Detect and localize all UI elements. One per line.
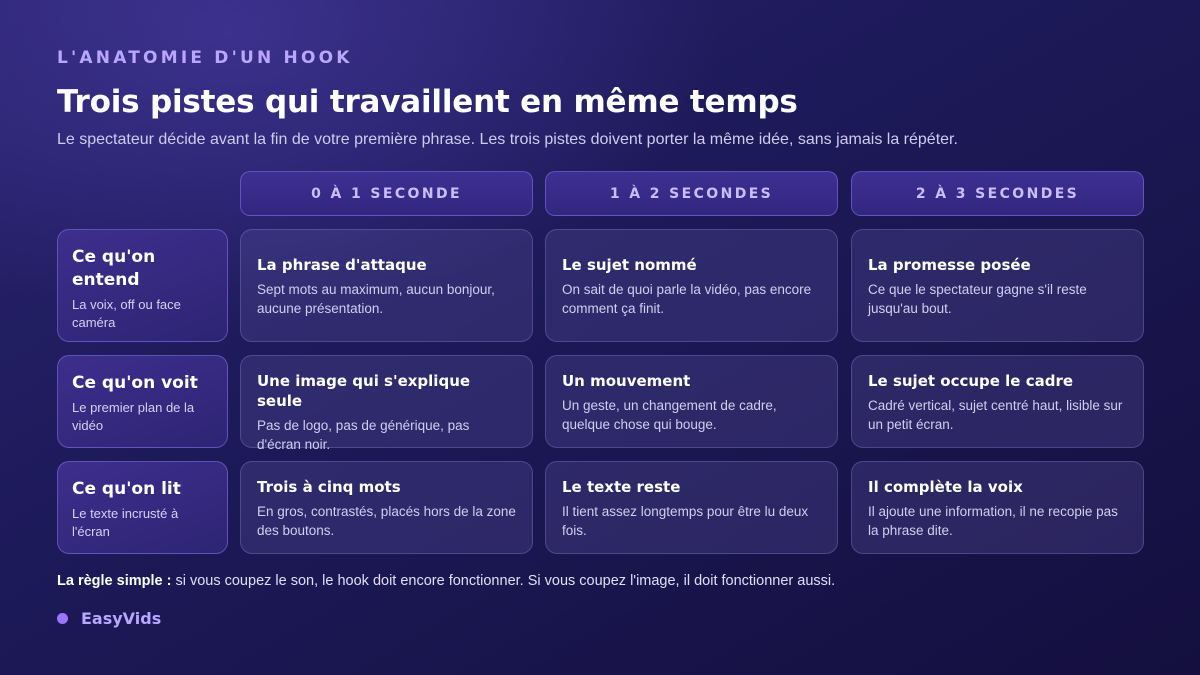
cell-title: Le texte reste	[562, 478, 681, 496]
row-header-visual	[57, 355, 228, 448]
cell-description: Ce que le spectateur gagne s'il reste jusqu'au bout.	[868, 282, 1087, 316]
cell-title: La promesse posée	[868, 256, 1031, 274]
row-header-subtitle: La voix, off ou face caméra	[72, 297, 181, 330]
cell-description: Cadré vertical, sujet centré haut, lisible sur un petit écran.	[868, 398, 1123, 432]
brand-footer	[57, 609, 161, 628]
grid-cell	[545, 355, 838, 448]
row-header-text	[57, 461, 228, 554]
brand-name: EasyVids	[81, 609, 162, 628]
brand-dot-icon	[57, 613, 68, 624]
row-header-title: Ce qu'on entend	[72, 247, 156, 290]
cell-description: Un geste, un changement de cadre, quelque chose qui bouge.	[562, 398, 777, 432]
cell-title: La phrase d'attaque	[257, 256, 427, 274]
grid-cell	[240, 229, 533, 342]
row-header-title: Ce qu'on voit	[72, 373, 198, 393]
cell-description: Pas de logo, pas de générique, pas d'écran noir.	[257, 418, 470, 452]
column-header-0-1s: 0 À 1 SECONDE	[240, 171, 533, 216]
page-subtitle: Le spectateur décide avant la fin de votre première phrase. Les trois pistes doivent porter la même idée, sans jamais la répéter.	[57, 131, 958, 148]
cell-description: En gros, contrastés, placés hors de la zone des boutons.	[257, 504, 516, 538]
row-header-subtitle: Le premier plan de la vidéo	[72, 400, 195, 433]
grid-cell	[545, 461, 838, 554]
cell-title: Un mouvement	[562, 372, 691, 390]
cell-description: Sept mots au maximum, aucun bonjour, aucune présentation.	[257, 282, 495, 316]
rule-label: La règle simple :	[57, 573, 172, 589]
grid-cell	[851, 355, 1144, 448]
cell-title: Le sujet nommé	[562, 256, 697, 274]
grid-cell	[851, 229, 1144, 342]
rule-note	[57, 573, 835, 589]
column-header-1-2s: 1 À 2 SECONDES	[545, 171, 838, 216]
cell-description: On sait de quoi parle la vidéo, pas encore comment ça finit.	[562, 282, 812, 316]
grid-cell	[240, 355, 533, 452]
cell-description: Il ajoute une information, il ne recopie pas la phrase dite.	[868, 504, 1118, 538]
cell-description: Il tient assez longtemps pour être lu deux fois.	[562, 504, 809, 538]
grid-cell	[545, 229, 838, 342]
cell-title: Trois à cinq mots	[257, 478, 401, 496]
eyebrow-label: L'ANATOMIE D'UN HOOK	[57, 48, 353, 68]
row-header-audio	[57, 229, 228, 342]
page-title: Trois pistes qui travaillent en même temps	[57, 84, 798, 120]
cell-title: Une image qui s'explique seule	[257, 372, 471, 410]
rule-text: si vous coupez le son, le hook doit encore fonctionner. Si vous coupez l'image, il doit fonctionner aussi.	[171, 573, 836, 589]
column-header-2-3s: 2 À 3 SECONDES	[851, 171, 1144, 216]
grid-cell	[240, 461, 533, 554]
cell-title: Le sujet occupe le cadre	[868, 372, 1074, 390]
grid-cell	[851, 461, 1144, 554]
row-header-title: Ce qu'on lit	[72, 479, 181, 499]
cell-title: Il complète la voix	[868, 478, 1023, 496]
row-header-subtitle: Le texte incrusté à l'écran	[72, 506, 179, 539]
